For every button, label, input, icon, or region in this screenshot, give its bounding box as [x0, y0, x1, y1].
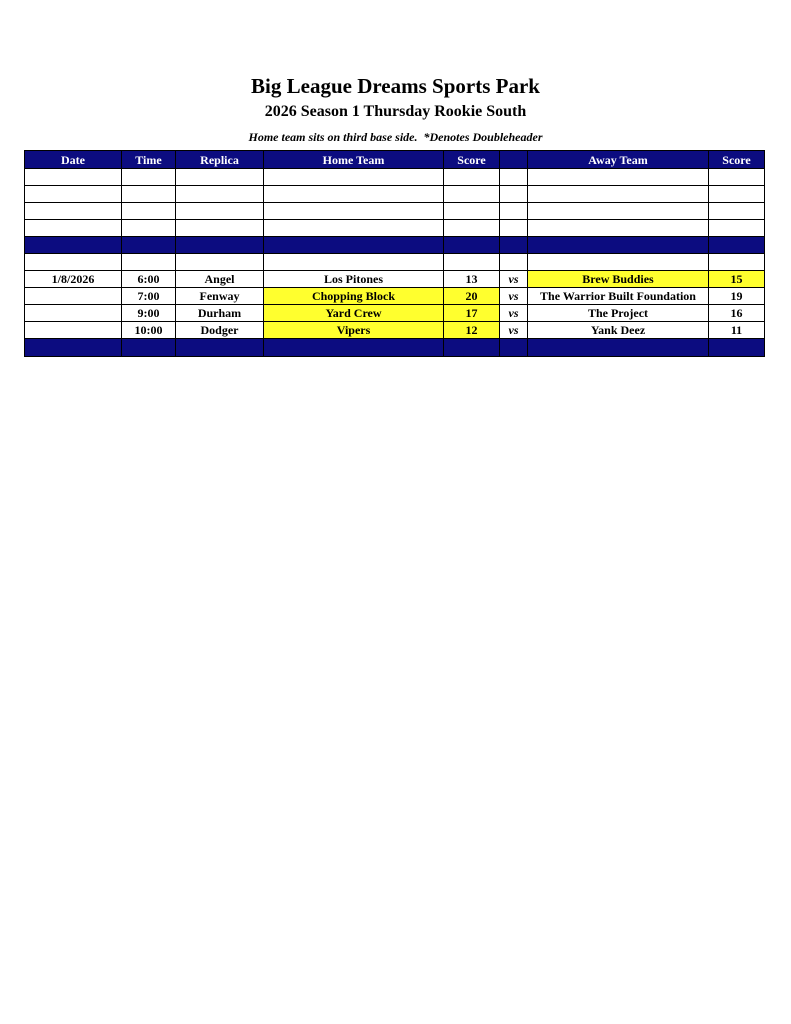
empty-cell	[709, 169, 765, 186]
empty-cell	[500, 169, 528, 186]
away-team: The Warrior Built Foundation	[528, 288, 709, 305]
game-replica: Angel	[176, 271, 264, 288]
band-cell	[500, 339, 528, 357]
band-cell	[528, 339, 709, 357]
away-team: Yank Deez	[528, 322, 709, 339]
band-cell	[709, 237, 765, 254]
empty-cell	[709, 254, 765, 271]
empty-cell	[500, 186, 528, 203]
empty-row	[25, 254, 765, 271]
header-row	[25, 151, 765, 169]
home-team: Vipers	[264, 322, 444, 339]
game-row	[25, 271, 765, 288]
vs-label: vs	[500, 271, 528, 288]
empty-cell	[176, 203, 264, 220]
col-header-away-score: Score	[709, 151, 765, 169]
empty-cell	[500, 203, 528, 220]
empty-cell	[25, 254, 122, 271]
home-team: Los Pitones	[264, 271, 444, 288]
empty-cell	[500, 220, 528, 237]
empty-cell	[264, 169, 444, 186]
home-score: 13	[444, 271, 500, 288]
empty-cell	[528, 186, 709, 203]
empty-cell	[264, 186, 444, 203]
empty-cell	[444, 203, 500, 220]
col-header-home-score: Score	[444, 151, 500, 169]
home-score: 17	[444, 305, 500, 322]
game-replica: Fenway	[176, 288, 264, 305]
away-score: 19	[709, 288, 765, 305]
band-cell	[122, 339, 176, 357]
game-replica: Durham	[176, 305, 264, 322]
band-cell	[709, 339, 765, 357]
empty-cell	[122, 186, 176, 203]
separator-band	[25, 237, 765, 254]
home-team: Chopping Block	[264, 288, 444, 305]
band-cell	[264, 237, 444, 254]
band-cell	[25, 237, 122, 254]
home-score: 12	[444, 322, 500, 339]
empty-cell	[444, 254, 500, 271]
away-score: 15	[709, 271, 765, 288]
game-time: 9:00	[122, 305, 176, 322]
empty-cell	[122, 203, 176, 220]
vs-label: vs	[500, 305, 528, 322]
band-cell	[122, 237, 176, 254]
home-team: Yard Crew	[264, 305, 444, 322]
band-cell	[528, 237, 709, 254]
empty-cell	[709, 203, 765, 220]
empty-cell	[264, 203, 444, 220]
col-header-home-team: Home Team	[264, 151, 444, 169]
empty-cell	[444, 169, 500, 186]
empty-cell	[176, 186, 264, 203]
vs-label: vs	[500, 288, 528, 305]
footer-band	[25, 339, 765, 357]
empty-cell	[25, 220, 122, 237]
band-cell	[176, 339, 264, 357]
page-title: Big League Dreams Sports Park	[251, 74, 540, 98]
empty-cell	[25, 169, 122, 186]
col-header-time: Time	[122, 151, 176, 169]
empty-row	[25, 186, 765, 203]
empty-cell	[176, 220, 264, 237]
empty-row	[25, 203, 765, 220]
game-replica: Dodger	[176, 322, 264, 339]
col-header-date: Date	[25, 151, 122, 169]
empty-cell	[444, 186, 500, 203]
game-time: 6:00	[122, 271, 176, 288]
band-cell	[444, 237, 500, 254]
away-team: Brew Buddies	[528, 271, 709, 288]
game-row	[25, 288, 765, 305]
empty-cell	[176, 254, 264, 271]
home-score: 20	[444, 288, 500, 305]
vs-label: vs	[500, 322, 528, 339]
band-cell	[176, 237, 264, 254]
empty-cell	[444, 220, 500, 237]
band-cell	[500, 237, 528, 254]
empty-cell	[122, 169, 176, 186]
game-row	[25, 305, 765, 322]
band-cell	[264, 339, 444, 357]
empty-cell	[500, 254, 528, 271]
game-time: 7:00	[122, 288, 176, 305]
empty-cell	[528, 203, 709, 220]
empty-row	[25, 169, 765, 186]
empty-cell	[264, 254, 444, 271]
game-date	[25, 305, 122, 322]
away-score: 11	[709, 322, 765, 339]
game-row	[25, 322, 765, 339]
empty-cell	[709, 186, 765, 203]
game-date	[25, 288, 122, 305]
empty-cell	[528, 220, 709, 237]
away-score: 16	[709, 305, 765, 322]
empty-cell	[122, 254, 176, 271]
band-cell	[25, 339, 122, 357]
empty-cell	[25, 186, 122, 203]
col-header-replica: Replica	[176, 151, 264, 169]
empty-cell	[528, 254, 709, 271]
schedule-note: Home team sits on third base side. *Denotes Doubleheader	[248, 130, 543, 144]
col-header-vs	[500, 151, 528, 169]
empty-cell	[528, 169, 709, 186]
band-cell	[444, 339, 500, 357]
empty-cell	[176, 169, 264, 186]
empty-row	[25, 220, 765, 237]
page-subtitle: 2026 Season 1 Thursday Rookie South	[264, 103, 527, 120]
game-date: 1/8/2026	[25, 271, 122, 288]
empty-cell	[264, 220, 444, 237]
schedule-table	[24, 150, 765, 357]
col-header-away-team: Away Team	[528, 151, 709, 169]
empty-cell	[25, 203, 122, 220]
away-team: The Project	[528, 305, 709, 322]
empty-cell	[709, 220, 765, 237]
empty-cell	[122, 220, 176, 237]
game-time: 10:00	[122, 322, 176, 339]
game-date	[25, 322, 122, 339]
